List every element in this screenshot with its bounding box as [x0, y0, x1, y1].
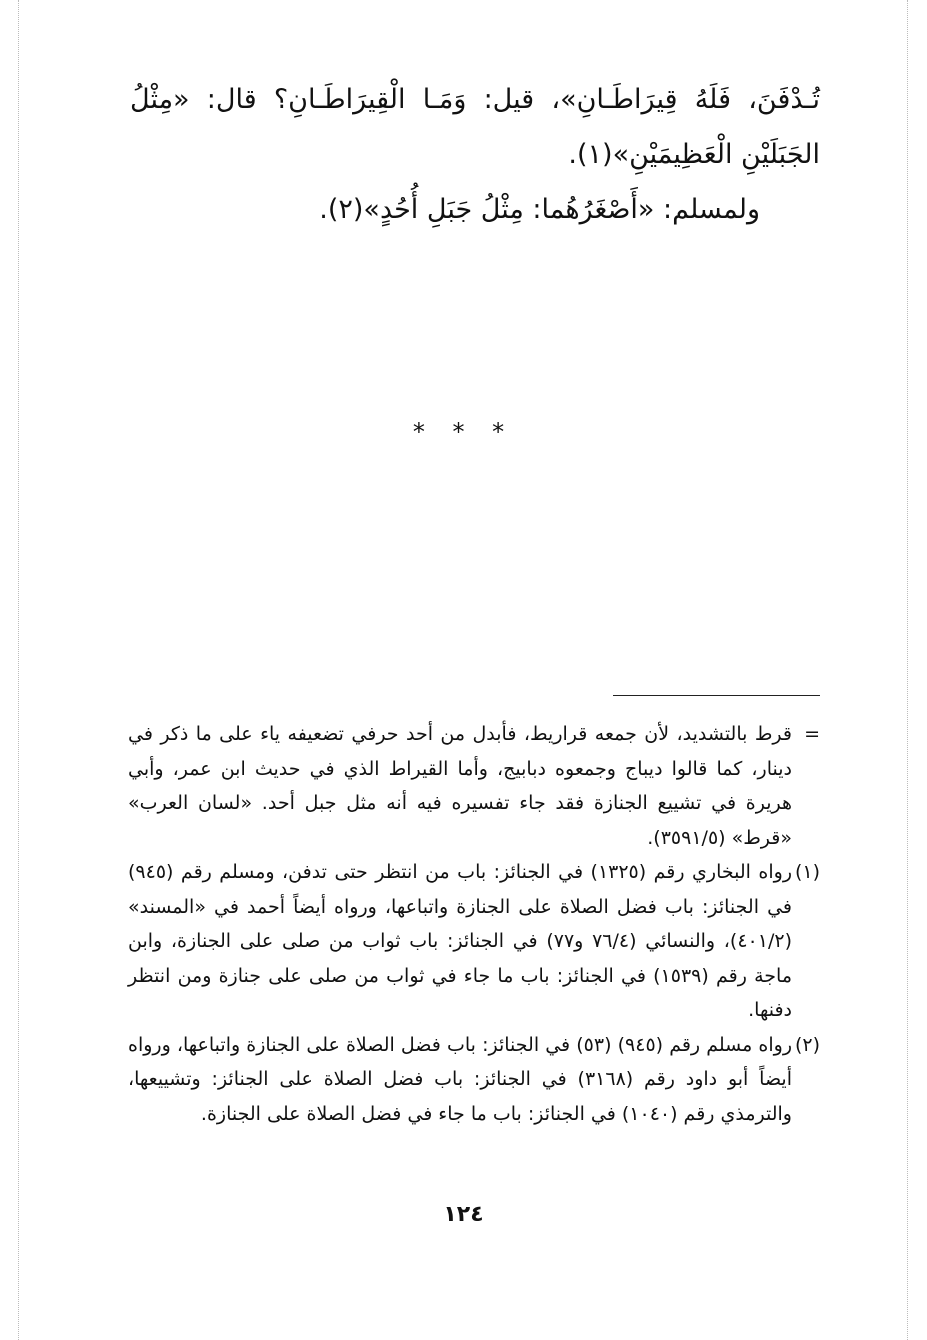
section-separator: * * * [412, 418, 515, 446]
main-text-paragraph-2: ولمسلم: «أَصْغَرُهُما: مِثْلُ جَبَلِ أُحُدٍ»(٢). [319, 194, 760, 225]
main-text [130, 72, 820, 237]
page-number: ١٢٤ [443, 1202, 484, 1227]
main-text-paragraph-1: تُـدْفَنَ، فَلَهُ قِيرَاطَـانِ»، قيل: وَمَـا الْقِيرَاطَـانِ؟ قال: «مِثْلُ الجَبَلَيْنِ الْعَظِيمَيْنِ»(١). [130, 84, 820, 170]
footnote-marker: (١) [794, 861, 820, 883]
footnote-text: رواه مسلم رقم (٩٤٥) (٥٣) في الجنائز: باب فضل الصلاة على الجنازة واتباعها، ورواه أيضاً أبو داود رقم (٣١٦٨) في الجنائز: باب فضل الصلاة على الجنائز: وتشييعها، والترمذي رقم (١٠٤٠) في الجنائز: باب ما جاء في فضل الصلاة على الجنازة. [128, 1033, 792, 1125]
footnote-text: قرط بالتشديد، لأن جمعه قراريط، فأبدل من أحد حرفي تضعيفه ياء على ما ذكر في دينار، كما قالوا ديباج وجمعوه دبابيج، وأما القيراط الذي في حديث ابن عمر، وأبي هريرة في تشييع الجنازة فقد جاء تفسيره فيه أنه مثل جبل أحد. «لسان العرب» «قرط» (٣٥٩١/٥). [128, 723, 792, 849]
footnote-divider [613, 695, 820, 696]
footnote-2 [128, 1028, 820, 1132]
scan-artifact [907, 0, 908, 1340]
footnote-text: رواه البخاري رقم (١٣٢٥) في الجنائز: باب من انتظر حتى تدفن، ومسلم رقم (٩٤٥) في الجنائز: باب فضل الصلاة على الجنازة واتباعها، ورواه أيضاً أحمد في «المسند» (٤٠١/٢)، والنسائي (٧٦/٤ و٧٧) في الجنائز: باب ثواب من صلى على الجنازة، وابن ماجة رقم (١٥٣٩) في الجنائز: باب ما جاء في ثواب من صلى على جنازة ومن انتظر دفنها. [128, 861, 792, 1021]
footnote-marker: (٢) [794, 1033, 820, 1056]
scan-artifact [18, 0, 19, 1340]
footnotes [128, 717, 820, 1131]
footnote-1 [128, 855, 820, 1028]
footnote-continuation [128, 717, 820, 855]
footnote-marker: = [804, 723, 820, 745]
